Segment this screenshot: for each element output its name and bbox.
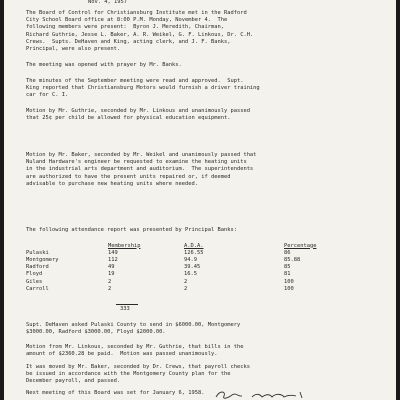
membership-cell: 149	[108, 249, 118, 256]
paragraph-attendees: The Board of Control for Christiansburg Institute met in the Radford City School Board office at 8:00 P.M. Monday, November 4. The following members were present: Byron J. Meredith, Chairman, Richard Guthrie, Jesse L. Baker, A. R. Weikel, G. F. Linkous, Dr. C.H. Crews. Supts. DeHaven and King, acting clerk, and J. F. Banks, Principal, were also present.	[26, 10, 254, 53]
paragraph-payroll: It was moved by Mr. Baker, seconded by Dr. Crews, that payroll checks be issued in accordance with the Montgomery County plan for the December payroll, and passed.	[26, 364, 250, 385]
attendance-header-row	[26, 242, 354, 249]
ada-cell: 2	[184, 278, 188, 285]
county-cell: Carroll	[26, 285, 49, 292]
table-row	[26, 249, 354, 256]
membership-cell: 2	[108, 278, 112, 285]
membership-cell: 112	[108, 256, 118, 263]
paragraph-minutes: The minutes of the September meeting were read and approved. Supt. King reported that Christiansburg Motors would furnish a driver training car for C. I.	[26, 78, 260, 99]
county-cell: Giles	[26, 278, 43, 285]
membership-cell: 19	[108, 271, 115, 278]
attendance-table	[26, 242, 354, 292]
paragraph-prayer: The meeting was opened with prayer by Mr. Banks.	[26, 62, 182, 68]
column-header: Percentage	[284, 242, 317, 249]
county-cell: Radford	[26, 264, 49, 271]
table-row	[26, 285, 354, 292]
county-cell: Floyd	[26, 271, 43, 278]
handwritten-signature	[212, 388, 332, 400]
ada-cell: 2	[184, 285, 188, 292]
county-cell: Montgomery	[26, 256, 59, 263]
total-underline	[116, 304, 138, 305]
ada-cell: 126.55	[184, 249, 204, 256]
percentage-cell: 100	[284, 278, 294, 285]
table-row	[26, 264, 354, 271]
percentage-cell: 86	[284, 249, 291, 256]
membership-total: 333	[120, 306, 130, 312]
paragraph-motion-pe: Motion by Mr. Guthrie, seconded by Mr. Linkous and unanimously passed that 25¢ per child be allowed for physical education equipment.	[26, 108, 250, 122]
ada-cell: 94.9	[184, 256, 197, 263]
scan-border-right	[396, 0, 400, 400]
ada-cell: 39.45	[184, 264, 201, 271]
percentage-cell: 85.88	[284, 256, 301, 263]
column-header: Membership	[108, 242, 141, 249]
paragraph-next-meeting: Next meeting of this Board was set for January 6, 1958.	[26, 390, 205, 396]
percentage-cell: 100	[284, 285, 294, 292]
table-row	[26, 271, 354, 278]
table-row	[26, 278, 354, 285]
column-header: A.D.A.	[184, 242, 204, 249]
paragraph-bills: Motion from Mr. Linkous, seconded by Mr. Guthrie, that bills in the amount of $2360.28 be paid. Motion was passed unanimously.	[26, 344, 244, 358]
county-cell: Pulaski	[26, 249, 49, 256]
paragraph-motion-heating: Motion by Mr. Baker, seconded by Mr. Weikel and unanimously passed that Nuland Hardware's engineer be requested to examine the heating units in the industrial arts department and auditorium. The superintendents are authorized to have the present units repaired or, if deemed advisable to purchase new heating units where needed.	[26, 152, 257, 187]
meeting-date: Nov. 4, 1957	[88, 0, 127, 5]
percentage-cell: 85	[284, 264, 291, 271]
percentage-cell: 81	[284, 271, 291, 278]
membership-cell: 2	[108, 285, 112, 292]
paragraph-county-funds: Supt. DeHaven asked Pulaski County to send in $6000.00, Montgomery $3000.00, Radford $3000.00, Floyd $2000.00.	[26, 322, 241, 336]
ada-cell: 16.5	[184, 271, 197, 278]
membership-cell: 49	[108, 264, 115, 271]
table-row	[26, 256, 354, 263]
paragraph-attendance-intro: The following attendance report was presented by Principal Banks:	[26, 227, 237, 233]
column-header	[26, 242, 86, 249]
document-page	[4, 0, 396, 400]
